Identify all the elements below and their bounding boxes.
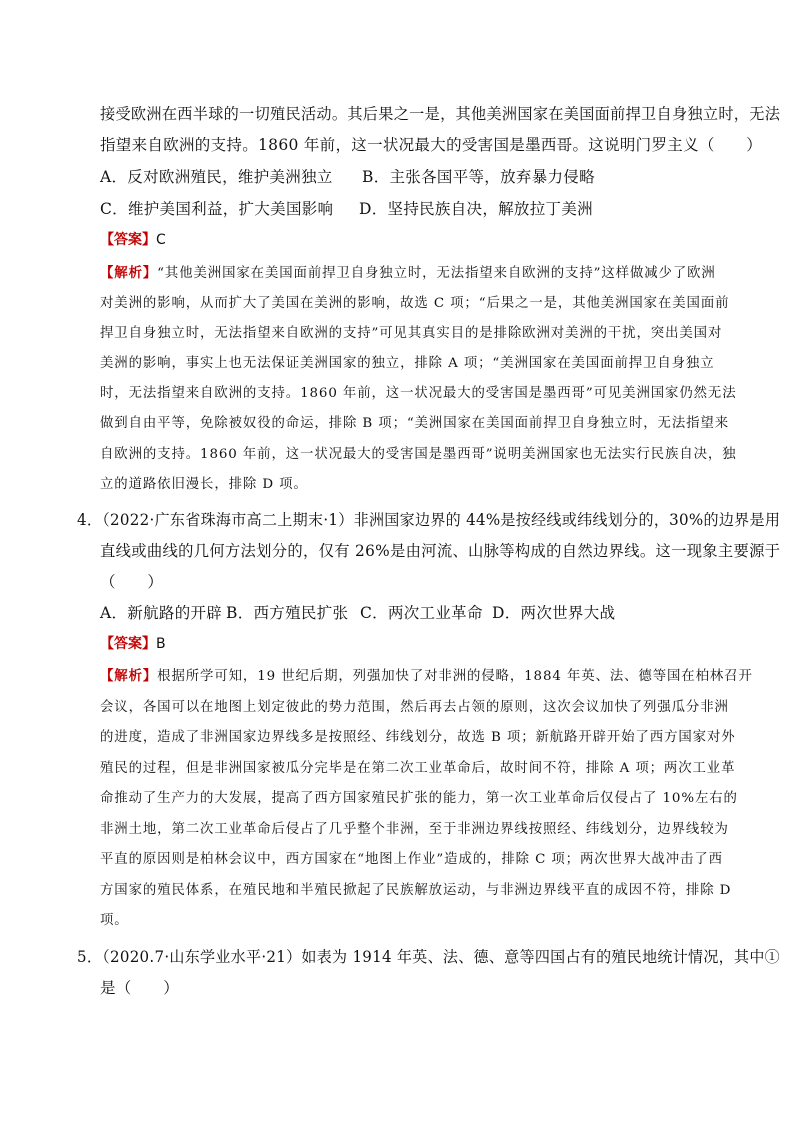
q4-stem-line-2: 直线或曲线的几何方法划分的，仅有 26%是由河流、山脉等构成的自然边界线。这一现象主要源于 bbox=[100, 542, 781, 560]
q3-analysis-line-3: 捍卫自身独立时，无法指望来自欧洲的支持”可见其真实目的是排除欧洲对美洲的干扰，突出美国对 bbox=[100, 326, 723, 341]
q3-analysis-line-2: 对美洲的影响，从而扩大了美国在美洲的影响，故选 C 项；“后果之一是，其他美洲国家在美国面前 bbox=[100, 296, 730, 311]
q4-option-b: B．西方殖民扩张 bbox=[226, 604, 349, 622]
q3-option-c: C．维护美国利益，扩大美国影响 bbox=[100, 200, 334, 218]
answer-value: B bbox=[156, 636, 166, 652]
q4-analysis-line-1 bbox=[100, 665, 753, 684]
q3-stem-line-1: 接受欧洲在西半球的一切殖民活动。其后果之一是，其他美洲国家在美国面前捍卫自身独立时，无法 bbox=[100, 105, 781, 123]
q3-stem-line-2: 指望来自欧洲的支持。1860 年前，这一状况最大的受害国是墨西哥。这说明门罗主义（ ） bbox=[100, 136, 763, 154]
q3-analysis-line-8: 立的道路依旧漫长，排除 D 项。 bbox=[100, 477, 308, 492]
q4-analysis-line-4: 殖民的过程，但是非洲国家被瓜分完毕是在第二次工业革命后，故时间不符，排除 A 项；两次工业革 bbox=[100, 761, 736, 776]
q3-analysis-line-5: 时，无法指望来自欧洲的支持。1860 年前，这一状况最大的受害国是墨西哥”可见美洲国家仍然无法 bbox=[100, 386, 737, 401]
q4-analysis-line-2: 会议，各国可以在地图上划定彼此的势力范围，然后再去占领的原则，这次会议加快了列强瓜分非洲 bbox=[100, 700, 729, 715]
q4-option-c: C．两次工业革命 bbox=[360, 604, 483, 622]
analysis-tag: 【解析】 bbox=[100, 266, 158, 281]
q3-option-b: B．主张各国平等，放弃暴力侵略 bbox=[362, 168, 595, 186]
q4-analysis-line-9: 项。 bbox=[100, 913, 129, 928]
answer-tag: 【答案】 bbox=[100, 636, 156, 652]
q4-analysis-line-3: 的进度，造成了非洲国家边界线多是按照经、纬线划分，故选 B 项；新航路开辟开始了西方国家对外 bbox=[100, 730, 736, 745]
answer-tag: 【答案】 bbox=[100, 232, 156, 248]
q3-analysis-line-6: 做到自由平等，免除被奴役的命运，排除 B 项；“美洲国家在美国面前捍卫自身独立时，无法指望来 bbox=[100, 416, 730, 431]
q4-answer bbox=[100, 633, 166, 653]
q3-analysis-line-7: 自欧洲的支持。1860 年前，这一状况最大的受害国是墨西哥”说明美洲国家也无法实行民族自决，独 bbox=[100, 447, 737, 462]
q4-analysis-line-6: 非洲土地，第二次工业革命后侵占了几乎整个非洲，至于非洲边界线按照经、纬线划分，边界线较为 bbox=[100, 822, 729, 837]
analysis-tag: 【解析】 bbox=[100, 669, 158, 684]
q4-stem-line-3: （ ） bbox=[100, 573, 164, 591]
analysis-text: “其他美洲国家在美国面前捍卫自身独立时，无法指望来自欧洲的支持”这样做减少了欧洲 bbox=[157, 266, 716, 281]
q4-option-d: D．两次世界大战 bbox=[492, 604, 616, 622]
q3-analysis-line-4: 美洲的影响，事实上也无法保证美洲国家的独立，排除 A 项；“美洲国家在美国面前捍卫自身独立 bbox=[100, 356, 715, 371]
q4-stem-line-1: 4．（2022·广东省珠海市高二上期末·1）非洲国家边界的 44%是按经线或纬线划分的，30%的边界是用 bbox=[77, 511, 781, 529]
q3-analysis-line-1 bbox=[100, 262, 716, 281]
answer-value: C bbox=[156, 232, 166, 248]
analysis-text: 根据所学可知，19 世纪后期，列强加快了对非洲的侵略，1884 年英、法、德等国在柏林召开 bbox=[157, 669, 753, 684]
q3-option-d: D．坚持民族自决，解放拉丁美洲 bbox=[359, 200, 593, 218]
q3-option-a: A．反对欧洲殖民，维护美洲独立 bbox=[100, 168, 333, 186]
q4-analysis-line-8: 方国家的殖民体系，在殖民地和半殖民掀起了民族解放运动，与非洲边界线平直的成因不符，排除 D bbox=[100, 883, 732, 898]
q3-answer bbox=[100, 229, 166, 249]
q4-option-a: A．新航路的开辟 bbox=[100, 604, 223, 622]
q5-stem-line-1: 5．（2020.7·山东学业水平·21）如表为 1914 年英、法、德、意等四国占有的殖民地统计情况，其中① bbox=[77, 948, 780, 966]
q4-analysis-line-5: 命推动了生产力的大发展，提高了西方国家殖民扩张的能力，第一次工业革命后仅侵占了 10%左右的 bbox=[100, 791, 738, 806]
q4-analysis-line-7: 平直的原因则是柏林会议中，西方国家在“地图上作业”造成的，排除 C 项；两次世界大战冲击了西 bbox=[100, 852, 723, 867]
q5-stem-line-2: 是（ ） bbox=[100, 979, 180, 997]
